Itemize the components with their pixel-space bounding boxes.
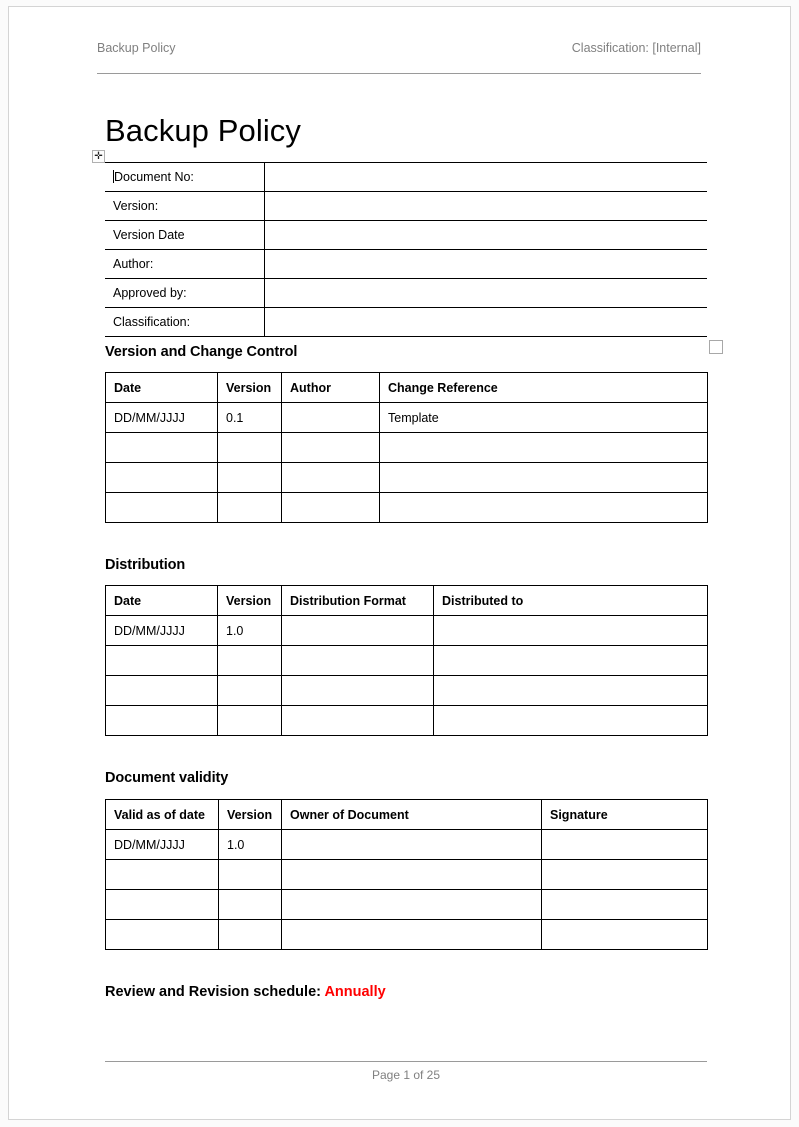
table-cell[interactable] bbox=[434, 706, 708, 736]
table-row bbox=[106, 706, 708, 736]
metadata-label: Version: bbox=[105, 192, 264, 221]
document-validity-table bbox=[105, 799, 708, 950]
table-cell[interactable] bbox=[106, 920, 219, 950]
table-cell[interactable] bbox=[282, 920, 542, 950]
table-cell[interactable] bbox=[106, 646, 218, 676]
header-right-text: Classification: [Internal] bbox=[571, 41, 701, 55]
table-cell[interactable] bbox=[219, 920, 282, 950]
table-cell[interactable] bbox=[219, 860, 282, 890]
metadata-value[interactable] bbox=[264, 221, 707, 250]
table-row bbox=[105, 192, 707, 221]
table-cell[interactable] bbox=[380, 463, 708, 493]
table-cell[interactable] bbox=[218, 463, 282, 493]
table-row bbox=[106, 890, 708, 920]
table-cell[interactable]: DD/MM/JJJJ bbox=[106, 616, 218, 646]
column-header: Author bbox=[282, 373, 380, 403]
table-move-handle-icon[interactable]: ✛ bbox=[92, 150, 105, 163]
table-cell[interactable]: DD/MM/JJJJ bbox=[106, 403, 218, 433]
table-cell[interactable] bbox=[282, 433, 380, 463]
table-cell[interactable] bbox=[106, 676, 218, 706]
table-cell[interactable] bbox=[282, 403, 380, 433]
column-header: Valid as of date bbox=[106, 800, 219, 830]
review-label: Review and Revision schedule: bbox=[105, 984, 325, 1000]
section-heading-distribution: Distribution bbox=[105, 557, 186, 573]
table-cell[interactable] bbox=[218, 493, 282, 523]
metadata-value[interactable] bbox=[264, 308, 707, 337]
table-row bbox=[106, 646, 708, 676]
metadata-value[interactable] bbox=[264, 279, 707, 308]
column-header: Date bbox=[106, 586, 218, 616]
table-row bbox=[105, 279, 707, 308]
table-cell[interactable] bbox=[434, 646, 708, 676]
table-cell[interactable] bbox=[282, 616, 434, 646]
table-header-row bbox=[106, 373, 708, 403]
table-header-row bbox=[106, 586, 708, 616]
header-left-text: Backup Policy bbox=[97, 41, 176, 55]
distribution-table bbox=[105, 585, 708, 736]
table-row bbox=[106, 920, 708, 950]
table-cell[interactable] bbox=[106, 860, 219, 890]
table-cell[interactable] bbox=[282, 493, 380, 523]
table-cell[interactable] bbox=[542, 830, 708, 860]
table-cell[interactable] bbox=[218, 676, 282, 706]
table-row bbox=[105, 250, 707, 279]
header-divider bbox=[97, 73, 701, 74]
table-cell[interactable]: 1.0 bbox=[219, 830, 282, 860]
table-cell[interactable] bbox=[282, 890, 542, 920]
metadata-label: Approved by: bbox=[105, 279, 264, 308]
review-revision-schedule bbox=[105, 984, 386, 1000]
table-row bbox=[106, 463, 708, 493]
review-value: Annually bbox=[324, 984, 386, 1000]
document-header bbox=[97, 41, 701, 55]
metadata-label: Document No: bbox=[105, 163, 264, 192]
column-header: Signature bbox=[542, 800, 708, 830]
table-cell[interactable]: DD/MM/JJJJ bbox=[106, 830, 219, 860]
document-page bbox=[8, 6, 791, 1120]
section-heading-document-validity: Document validity bbox=[105, 770, 229, 786]
metadata-label: Author: bbox=[105, 250, 264, 279]
column-header: Distributed to bbox=[434, 586, 708, 616]
table-cell[interactable] bbox=[542, 890, 708, 920]
table-cell[interactable] bbox=[218, 646, 282, 676]
table-row bbox=[105, 221, 707, 250]
metadata-value[interactable] bbox=[264, 250, 707, 279]
table-cell[interactable] bbox=[106, 706, 218, 736]
table-cell[interactable] bbox=[106, 463, 218, 493]
table-cell[interactable] bbox=[282, 706, 434, 736]
table-cell[interactable] bbox=[106, 890, 219, 920]
column-header: Version bbox=[218, 373, 282, 403]
column-header: Version bbox=[218, 586, 282, 616]
metadata-value[interactable] bbox=[264, 192, 707, 221]
page-title: Backup Policy bbox=[105, 113, 302, 148]
column-header: Version bbox=[219, 800, 282, 830]
footer-page-number: Page 1 of 25 bbox=[371, 1068, 441, 1082]
table-cell[interactable] bbox=[380, 493, 708, 523]
metadata-value[interactable] bbox=[264, 163, 707, 192]
table-cell[interactable] bbox=[434, 676, 708, 706]
column-header: Date bbox=[106, 373, 218, 403]
table-cell[interactable] bbox=[282, 646, 434, 676]
table-row bbox=[106, 830, 708, 860]
section-heading-version-control: Version and Change Control bbox=[105, 344, 298, 360]
table-cell[interactable] bbox=[282, 676, 434, 706]
table-row bbox=[105, 163, 707, 192]
footer-divider bbox=[105, 1061, 707, 1062]
table-row bbox=[106, 403, 708, 433]
table-cell[interactable] bbox=[218, 706, 282, 736]
table-row bbox=[105, 308, 707, 337]
table-row bbox=[106, 433, 708, 463]
table-cell[interactable] bbox=[434, 616, 708, 646]
table-cell[interactable] bbox=[542, 920, 708, 950]
table-header-row bbox=[106, 800, 708, 830]
table-cell[interactable] bbox=[282, 463, 380, 493]
document-metadata-table bbox=[105, 162, 707, 337]
column-header: Change Reference bbox=[380, 373, 708, 403]
column-header: Owner of Document bbox=[282, 800, 542, 830]
table-resize-handle-icon[interactable] bbox=[709, 340, 723, 354]
table-row bbox=[106, 493, 708, 523]
table-cell[interactable] bbox=[380, 433, 708, 463]
version-change-control-table bbox=[105, 372, 708, 523]
table-cell[interactable] bbox=[106, 493, 218, 523]
table-cell[interactable] bbox=[282, 860, 542, 890]
metadata-label: Version Date bbox=[105, 221, 264, 250]
table-row bbox=[106, 616, 708, 646]
table-cell[interactable] bbox=[106, 433, 218, 463]
table-cell[interactable]: Template bbox=[380, 403, 708, 433]
table-row bbox=[106, 860, 708, 890]
table-row bbox=[106, 676, 708, 706]
column-header: Distribution Format bbox=[282, 586, 434, 616]
table-cell[interactable] bbox=[542, 860, 708, 890]
table-cell[interactable]: 1.0 bbox=[218, 616, 282, 646]
table-cell[interactable] bbox=[218, 433, 282, 463]
table-cell[interactable]: 0.1 bbox=[218, 403, 282, 433]
table-cell[interactable] bbox=[282, 830, 542, 860]
metadata-label: Classification: bbox=[105, 308, 264, 337]
table-cell[interactable] bbox=[219, 890, 282, 920]
